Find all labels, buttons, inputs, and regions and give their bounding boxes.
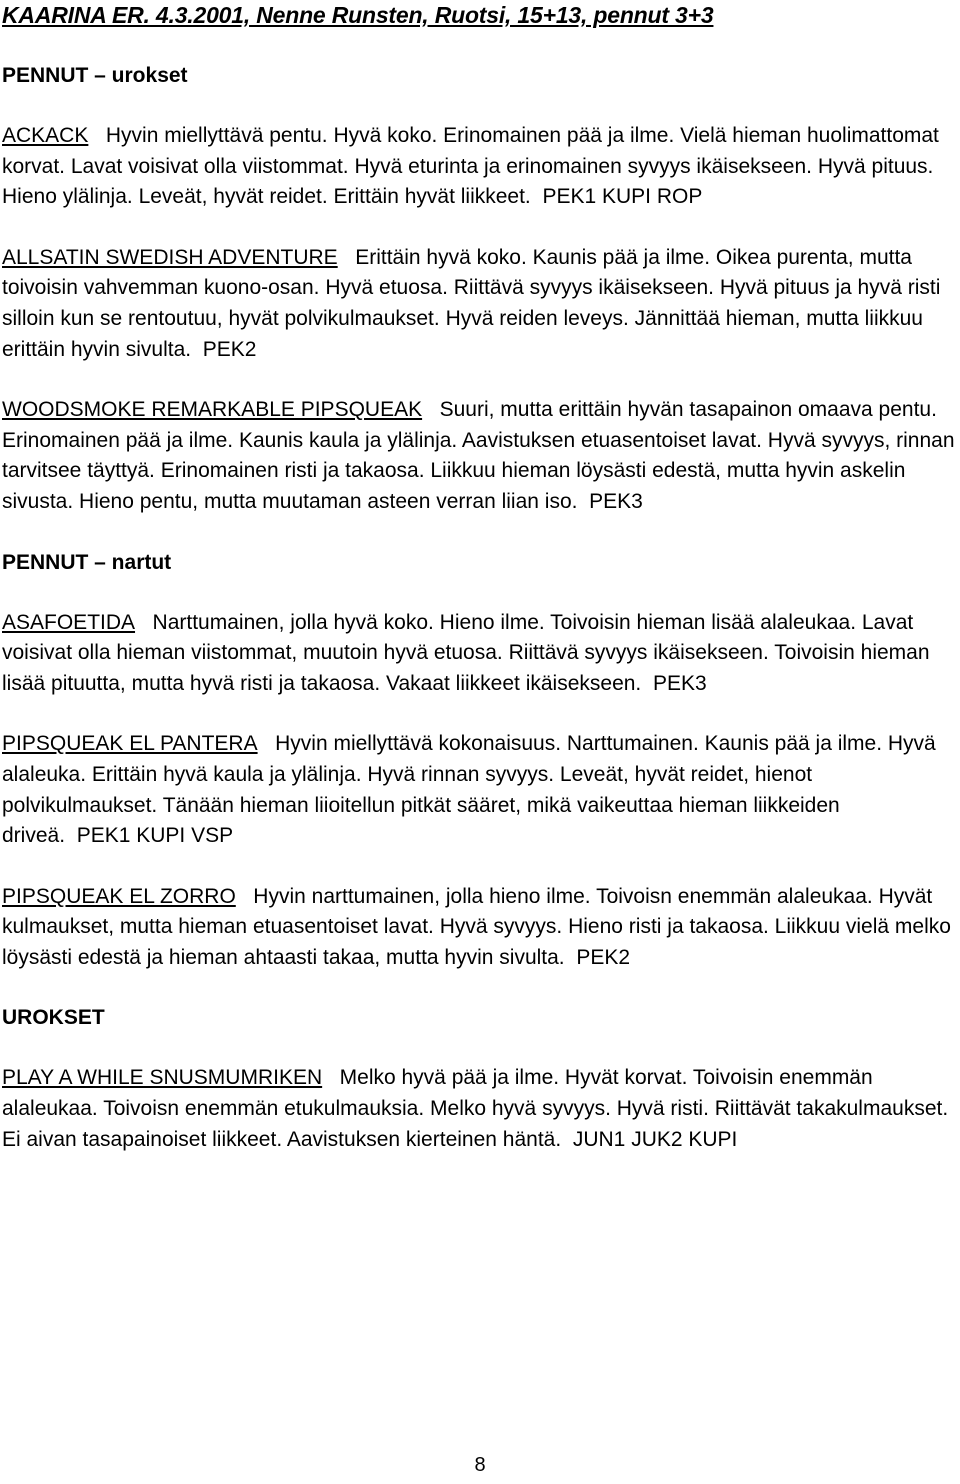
spacer [2, 699, 958, 729]
critique-text: Hyvin miellyttävä pentu. Hyvä koko. Erinomainen pää ja ilme. Vielä hieman huolimattomat korvat. Lavat voisivat olla viistommat. Hyvä eturinta ja erinomainen syvyys ikäisekseen. Hyvä pituus. Hieno ylälinja. Leveät, hyvät reidet. Erittäin hyvät liikkeet. [2, 124, 939, 209]
dog-entry-snusmumriken [2, 1063, 958, 1155]
dog-entry-el-pantera [2, 729, 958, 851]
spacer [2, 518, 958, 548]
dog-entry-el-zorro [2, 882, 958, 974]
result-text: PEK2 [202, 337, 257, 361]
dog-name: PIPSQUEAK EL ZORRO [2, 884, 236, 908]
section-heading-males: UROKSET [2, 1006, 105, 1030]
dog-name: ACKACK [2, 124, 89, 147]
spacer [2, 1033, 958, 1063]
critique-text: Narttumainen, jolla hyvä koko. Hieno ilme. Toivoisin hieman lisää alaleukaa. Lavat voisivat olla hieman viistommat, muutoin hyvä etuosa. Riittävä syvyys ikäisekseen. Toivoisin hieman lisää pituutta, mutta hyvä risti ja takaosa. Vakaat liikkeet ikäisekseen. [2, 610, 930, 695]
critique-text: Suuri, mutta erittäin hyvän tasapainon omaava pentu. Erinomainen pää ja ilme. Kaunis kaula ja ylälinja. Aavistuksen etuasentoiset lavat. Hyvä syvyys, rinnan tarvitsee täyttyä. Erinomainen risti ja takaosa. Liikkuu hieman löysästi edestä, mutta hyvin askelin sivusta. Hieno pentu, mutta muutaman asteen verran liian iso. [2, 398, 955, 513]
critique-text: Hyvin miellyttävä kokonaisuus. Narttumainen. Kaunis pää ja ilme. Hyvä alaleuka. Erittäin hyvä kaula ja ylälinja. Hyvä rinnan syvyys. Leveät, hyvät reidet, hienot polvikulmaukset. Tänään hieman liioitellun pitkät sääret, mikä vaikeuttaa hieman liikkeiden driveä. [2, 732, 936, 848]
dog-name: ALLSATIN SWEDISH ADVENTURE [2, 245, 338, 269]
spacer [2, 973, 958, 1003]
spacer [2, 213, 958, 243]
critique-text: Erittäin hyvä koko. Kaunis pää ja ilme. Oikea purenta, mutta toivoisin vahvemman kuono-osan. Hyvä etuosa. Riittävä syvyys ikäisekseen. Hyvä pituus ja hyvä risti silloin kun se rentoutuu, hyvät polvikulmaukset. Hyvä reiden leveys. Jännittää hieman, mutta liikkuu erittäin hyvin sivulta. [2, 245, 941, 361]
spacer [2, 852, 958, 882]
critique-text: Melko hyvä pää ja ilme. Hyvät korvat. Toivoisin enemmän alaleukaa. Toivoisn enemmän etukulmauksia. Melko hyvä syvyys. Hyvä risti. Riittävät takakulmaukset. Ei aivan tasapainoiset liikkeet. Aavistuksen kierteinen häntä. [2, 1066, 949, 1151]
dog-entry-allsatin [2, 243, 958, 365]
section-heading-male-puppies: PENNUT – urokset [2, 64, 188, 87]
dog-name: WOODSMOKE REMARKABLE PIPSQUEAK [2, 398, 423, 422]
dog-entry-asafoetida [2, 608, 958, 700]
result-text: PEK1 KUPI VSP [76, 824, 234, 848]
show-title: KAARINA ER. 4.3.2001, Nenne Runsten, Ruotsi, 15+13, pennut 3+3 [2, 2, 714, 28]
page-number: 8 [474, 1454, 486, 1476]
dog-name: PLAY A WHILE SNUSMUMRIKEN [2, 1066, 323, 1090]
dog-entry-ackack [2, 121, 958, 213]
result-text: JUN1 JUK2 KUPI [572, 1127, 738, 1151]
section-heading-female-puppies: PENNUT – nartut [2, 550, 172, 574]
result-text: PEK3 [652, 671, 707, 695]
spacer [2, 91, 958, 121]
result-text: PEK2 [576, 945, 631, 969]
dog-entry-woodsmoke [2, 395, 958, 517]
spacer [2, 578, 958, 608]
result-text: PEK1 KUPI ROP [542, 185, 703, 209]
critique-text: Hyvin narttumainen, jolla hieno ilme. Toivoisn enemmän alaleukaa. Hyvät kulmaukset, mutta hieman etuasentoiset lavat. Hyvä syvyys. Hieno risti ja takaosa. Liikkuu vielä melko löysästi edestä ja hieman ahtaasti takaa, mutta hyvin sivulta. [2, 884, 951, 969]
spacer [2, 30, 958, 61]
result-text: PEK3 [589, 489, 643, 513]
dog-name: PIPSQUEAK EL PANTERA [2, 732, 258, 756]
spacer [2, 365, 958, 395]
dog-name: ASAFOETIDA [2, 610, 136, 634]
